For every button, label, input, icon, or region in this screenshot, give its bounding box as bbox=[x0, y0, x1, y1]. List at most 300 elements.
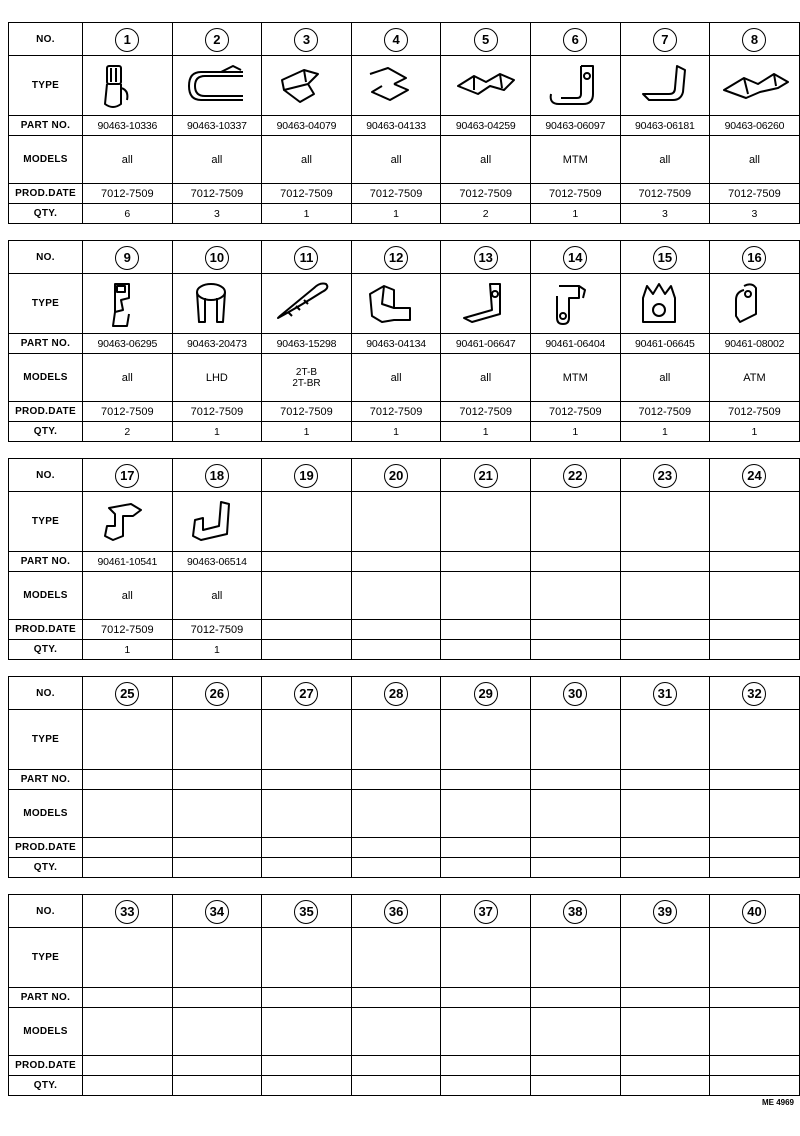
prod-date-value: 7012-7509 bbox=[710, 184, 800, 204]
qty-value bbox=[710, 1076, 800, 1096]
models-value bbox=[620, 1008, 710, 1056]
part-row bbox=[9, 116, 800, 136]
models-value: all bbox=[83, 136, 173, 184]
prod-date-value bbox=[620, 838, 710, 858]
qty-value bbox=[620, 1076, 710, 1096]
models-value bbox=[710, 790, 800, 838]
part-type-cell bbox=[441, 56, 531, 116]
item-number: 11 bbox=[294, 246, 318, 270]
prod-date-value: 7012-7509 bbox=[172, 184, 262, 204]
models-row bbox=[9, 136, 800, 184]
models-value: all bbox=[441, 354, 531, 402]
qty-value bbox=[172, 1076, 262, 1096]
prod-date-value: 7012-7509 bbox=[83, 620, 173, 640]
date-row-label: PROD.DATE bbox=[9, 620, 83, 640]
part-number bbox=[620, 552, 710, 572]
no-row-label: NO. bbox=[9, 677, 83, 710]
qty-row bbox=[9, 422, 800, 442]
part-number bbox=[83, 988, 173, 1008]
part-type-cell bbox=[530, 492, 620, 552]
models-value bbox=[710, 1008, 800, 1056]
prod-date-value: 7012-7509 bbox=[83, 184, 173, 204]
item-number: 10 bbox=[205, 246, 229, 270]
part-number bbox=[172, 770, 262, 790]
no-row-label: NO. bbox=[9, 241, 83, 274]
item-number-cell bbox=[441, 677, 531, 710]
prod-date-value bbox=[441, 620, 531, 640]
prod-date-value bbox=[351, 620, 441, 640]
part-number: 90463-06295 bbox=[83, 334, 173, 354]
qty-value: 1 bbox=[262, 204, 352, 224]
item-number: 20 bbox=[384, 464, 408, 488]
part-type-cell bbox=[262, 928, 352, 988]
prod-date-value bbox=[262, 620, 352, 640]
models-value: all bbox=[83, 572, 173, 620]
part-type-cell bbox=[441, 274, 531, 334]
part-row bbox=[9, 770, 800, 790]
part-type-cell bbox=[710, 56, 800, 116]
u-band-clip-icon bbox=[181, 60, 253, 112]
qty-value: 1 bbox=[83, 640, 173, 660]
parts-table bbox=[8, 458, 800, 660]
qty-value: 1 bbox=[620, 422, 710, 442]
bracket-clip-icon bbox=[539, 60, 611, 112]
item-number: 14 bbox=[563, 246, 587, 270]
item-number: 13 bbox=[474, 246, 498, 270]
part-number bbox=[620, 770, 710, 790]
models-value bbox=[530, 790, 620, 838]
qty-value bbox=[262, 858, 352, 878]
part-number bbox=[262, 552, 352, 572]
part-row bbox=[9, 988, 800, 1008]
qty-value: 1 bbox=[262, 422, 352, 442]
models-row bbox=[9, 354, 800, 402]
prod-date-value bbox=[172, 1056, 262, 1076]
item-number-cell bbox=[710, 241, 800, 274]
part-type-cell bbox=[530, 710, 620, 770]
parts-table bbox=[8, 894, 800, 1096]
qty-value bbox=[530, 858, 620, 878]
prod-date-value bbox=[262, 838, 352, 858]
qty-value bbox=[441, 1076, 531, 1096]
item-number: 31 bbox=[653, 682, 677, 706]
prod-date-value: 7012-7509 bbox=[620, 402, 710, 422]
eye-clip-icon bbox=[629, 278, 701, 330]
prod-date-value bbox=[351, 838, 441, 858]
item-number-cell bbox=[351, 895, 441, 928]
item-number-cell bbox=[83, 895, 173, 928]
models-value bbox=[351, 790, 441, 838]
models-value: all bbox=[620, 354, 710, 402]
qty-row-label: QTY. bbox=[9, 858, 83, 878]
footer-code: ME 4969 bbox=[761, 1098, 794, 1107]
part-type-cell bbox=[83, 492, 173, 552]
item-number-cell bbox=[620, 459, 710, 492]
models-value: all bbox=[710, 136, 800, 184]
qty-value: 1 bbox=[530, 204, 620, 224]
type-row-label: TYPE bbox=[9, 710, 83, 770]
item-number: 7 bbox=[653, 28, 677, 52]
prod-date-value: 7012-7509 bbox=[172, 402, 262, 422]
qty-value bbox=[530, 1076, 620, 1096]
part-row-label: PART NO. bbox=[9, 770, 83, 790]
part-type-cell bbox=[83, 710, 173, 770]
spring-clip-icon bbox=[360, 60, 432, 112]
no-row bbox=[9, 677, 800, 710]
models-value bbox=[441, 790, 531, 838]
type-row bbox=[9, 928, 800, 988]
item-number-cell bbox=[710, 895, 800, 928]
item-number-cell bbox=[620, 23, 710, 56]
part-type-cell bbox=[172, 710, 262, 770]
prod-date-value bbox=[710, 620, 800, 640]
item-number: 21 bbox=[474, 464, 498, 488]
date-row bbox=[9, 620, 800, 640]
no-row bbox=[9, 459, 800, 492]
models-line: 2T-B bbox=[295, 366, 318, 378]
prod-date-value bbox=[83, 1056, 173, 1076]
prod-date-value: 7012-7509 bbox=[83, 402, 173, 422]
part-row-label: PART NO. bbox=[9, 116, 83, 136]
part-number bbox=[441, 770, 531, 790]
item-number: 16 bbox=[742, 246, 766, 270]
date-row bbox=[9, 1056, 800, 1076]
part-type-cell bbox=[441, 928, 531, 988]
part-number: 90461-06404 bbox=[530, 334, 620, 354]
qty-value: 3 bbox=[710, 204, 800, 224]
models-value bbox=[351, 1008, 441, 1056]
no-row bbox=[9, 241, 800, 274]
item-number-cell bbox=[351, 23, 441, 56]
qty-value bbox=[262, 1076, 352, 1096]
item-number: 22 bbox=[563, 464, 587, 488]
part-number: 90463-06514 bbox=[172, 552, 262, 572]
item-number-cell bbox=[620, 895, 710, 928]
type-row-label: TYPE bbox=[9, 56, 83, 116]
models-row-label: MODELS bbox=[9, 572, 83, 620]
type-row bbox=[9, 492, 800, 552]
item-number: 5 bbox=[474, 28, 498, 52]
models-line: 2T-BR bbox=[292, 377, 321, 389]
part-type-cell bbox=[83, 56, 173, 116]
part-type-cell bbox=[172, 274, 262, 334]
part-type-cell bbox=[172, 492, 262, 552]
part-type-cell bbox=[620, 710, 710, 770]
qty-value bbox=[620, 858, 710, 878]
part-type-cell bbox=[351, 710, 441, 770]
qty-value: 1 bbox=[172, 422, 262, 442]
item-number-cell bbox=[441, 241, 531, 274]
qty-value bbox=[710, 640, 800, 660]
prod-date-value: 7012-7509 bbox=[351, 184, 441, 204]
models-value bbox=[530, 572, 620, 620]
date-row bbox=[9, 838, 800, 858]
j-clip-icon bbox=[91, 496, 163, 548]
item-number: 17 bbox=[115, 464, 139, 488]
part-type-cell bbox=[262, 710, 352, 770]
part-type-cell bbox=[351, 274, 441, 334]
qty-row-label: QTY. bbox=[9, 422, 83, 442]
prod-date-value: 7012-7509 bbox=[351, 402, 441, 422]
part-number bbox=[710, 770, 800, 790]
qty-value bbox=[441, 858, 531, 878]
part-type-cell bbox=[351, 928, 441, 988]
item-number-cell bbox=[83, 241, 173, 274]
prod-date-value bbox=[262, 1056, 352, 1076]
item-number-cell bbox=[351, 677, 441, 710]
part-number: 90463-10336 bbox=[83, 116, 173, 136]
item-number-cell bbox=[530, 23, 620, 56]
cable-tie-icon bbox=[270, 278, 342, 330]
models-row-label: MODELS bbox=[9, 136, 83, 184]
part-number bbox=[530, 552, 620, 572]
part-number bbox=[441, 552, 531, 572]
date-row bbox=[9, 184, 800, 204]
part-type-cell bbox=[710, 928, 800, 988]
part-type-cell bbox=[530, 928, 620, 988]
part-number: 90463-06260 bbox=[710, 116, 800, 136]
type-row-label: TYPE bbox=[9, 492, 83, 552]
part-number bbox=[620, 988, 710, 1008]
models-value bbox=[441, 572, 531, 620]
item-number: 38 bbox=[563, 900, 587, 924]
qty-row-label: QTY. bbox=[9, 640, 83, 660]
models-value bbox=[83, 1008, 173, 1056]
part-type-cell bbox=[262, 56, 352, 116]
type-row bbox=[9, 274, 800, 334]
qty-value: 1 bbox=[530, 422, 620, 442]
prod-date-value bbox=[351, 1056, 441, 1076]
qty-value: 1 bbox=[710, 422, 800, 442]
item-number-cell bbox=[530, 895, 620, 928]
models-value bbox=[710, 572, 800, 620]
part-type-cell bbox=[262, 274, 352, 334]
item-number-cell bbox=[172, 23, 262, 56]
part-number bbox=[530, 988, 620, 1008]
item-number: 28 bbox=[384, 682, 408, 706]
item-number: 40 bbox=[742, 900, 766, 924]
part-type-cell bbox=[441, 710, 531, 770]
qty-row-label: QTY. bbox=[9, 204, 83, 224]
part-number bbox=[83, 770, 173, 790]
item-number-cell bbox=[262, 459, 352, 492]
type-row-label: TYPE bbox=[9, 274, 83, 334]
item-number: 33 bbox=[115, 900, 139, 924]
bundle-clip-icon bbox=[91, 60, 163, 112]
part-type-cell bbox=[710, 710, 800, 770]
item-number: 24 bbox=[742, 464, 766, 488]
part-number bbox=[710, 552, 800, 572]
item-number: 37 bbox=[474, 900, 498, 924]
item-number-cell bbox=[441, 23, 531, 56]
double-clip-icon bbox=[718, 60, 790, 112]
part-type-cell bbox=[83, 928, 173, 988]
part-number: 90463-20473 bbox=[172, 334, 262, 354]
item-number-cell bbox=[172, 895, 262, 928]
item-number-cell bbox=[262, 23, 352, 56]
models-value: all bbox=[172, 572, 262, 620]
models-row bbox=[9, 1008, 800, 1056]
parts-table-block bbox=[8, 240, 799, 442]
part-row-label: PART NO. bbox=[9, 988, 83, 1008]
models-value bbox=[620, 572, 710, 620]
part-number: 90461-08002 bbox=[710, 334, 800, 354]
prod-date-value bbox=[530, 1056, 620, 1076]
loop-clip-icon bbox=[718, 278, 790, 330]
prod-date-value: 7012-7509 bbox=[620, 184, 710, 204]
date-row bbox=[9, 402, 800, 422]
part-type-cell bbox=[620, 492, 710, 552]
models-value: all bbox=[262, 136, 352, 184]
models-value bbox=[83, 790, 173, 838]
part-number: 90463-10337 bbox=[172, 116, 262, 136]
item-number-cell bbox=[620, 677, 710, 710]
part-number: 90463-06097 bbox=[530, 116, 620, 136]
item-number: 9 bbox=[115, 246, 139, 270]
no-row-label: NO. bbox=[9, 895, 83, 928]
prod-date-value bbox=[441, 1056, 531, 1076]
models-value: all bbox=[351, 136, 441, 184]
models-value bbox=[262, 572, 352, 620]
item-number-cell bbox=[83, 677, 173, 710]
models-value: MTM bbox=[530, 136, 620, 184]
item-number: 8 bbox=[742, 28, 766, 52]
item-number: 36 bbox=[384, 900, 408, 924]
part-type-cell bbox=[262, 492, 352, 552]
prod-date-value bbox=[710, 1056, 800, 1076]
models-value bbox=[441, 1008, 531, 1056]
qty-value: 1 bbox=[351, 204, 441, 224]
item-number: 39 bbox=[653, 900, 677, 924]
prod-date-value bbox=[83, 838, 173, 858]
part-number bbox=[710, 988, 800, 1008]
part-type-cell bbox=[620, 56, 710, 116]
date-row-label: PROD.DATE bbox=[9, 402, 83, 422]
part-type-cell bbox=[441, 492, 531, 552]
models-value: all bbox=[441, 136, 531, 184]
qty-value bbox=[83, 858, 173, 878]
part-number: 90463-06181 bbox=[620, 116, 710, 136]
wing-clip-icon bbox=[270, 60, 342, 112]
item-number-cell bbox=[441, 895, 531, 928]
part-row-label: PART NO. bbox=[9, 334, 83, 354]
item-number-cell bbox=[710, 23, 800, 56]
item-number-cell bbox=[710, 677, 800, 710]
models-value bbox=[262, 354, 352, 402]
type-row bbox=[9, 710, 800, 770]
no-row bbox=[9, 23, 800, 56]
part-type-cell bbox=[530, 274, 620, 334]
part-number bbox=[262, 770, 352, 790]
date-row-label: PROD.DATE bbox=[9, 838, 83, 858]
models-row bbox=[9, 790, 800, 838]
item-number-cell bbox=[172, 459, 262, 492]
flat-clip-icon bbox=[450, 60, 522, 112]
item-number: 19 bbox=[294, 464, 318, 488]
prod-date-value bbox=[530, 620, 620, 640]
part-type-cell bbox=[710, 274, 800, 334]
qty-value bbox=[262, 640, 352, 660]
part-type-cell bbox=[710, 492, 800, 552]
item-number: 18 bbox=[205, 464, 229, 488]
item-number-cell bbox=[172, 677, 262, 710]
part-number: 90463-04259 bbox=[441, 116, 531, 136]
parts-table-block bbox=[8, 22, 799, 224]
part-number bbox=[351, 552, 441, 572]
models-value: all bbox=[172, 136, 262, 184]
item-number: 27 bbox=[294, 682, 318, 706]
item-number: 15 bbox=[653, 246, 677, 270]
part-number bbox=[441, 988, 531, 1008]
models-row-label: MODELS bbox=[9, 354, 83, 402]
item-number-cell bbox=[83, 23, 173, 56]
item-number: 29 bbox=[474, 682, 498, 706]
qty-value bbox=[172, 858, 262, 878]
qty-value bbox=[351, 640, 441, 660]
part-type-cell bbox=[351, 492, 441, 552]
item-number-cell bbox=[530, 677, 620, 710]
prod-date-value bbox=[710, 838, 800, 858]
prod-date-value: 7012-7509 bbox=[530, 184, 620, 204]
part-number: 90461-06647 bbox=[441, 334, 531, 354]
prod-date-value: 7012-7509 bbox=[710, 402, 800, 422]
parts-table-block bbox=[8, 676, 799, 878]
no-row-label: NO. bbox=[9, 23, 83, 56]
models-row-label: MODELS bbox=[9, 1008, 83, 1056]
models-value: all bbox=[620, 136, 710, 184]
models-value bbox=[172, 1008, 262, 1056]
models-value: all bbox=[83, 354, 173, 402]
models-value: MTM bbox=[530, 354, 620, 402]
part-type-cell bbox=[620, 928, 710, 988]
prod-date-value: 7012-7509 bbox=[262, 184, 352, 204]
hook-clip-icon bbox=[91, 278, 163, 330]
type-row bbox=[9, 56, 800, 116]
qty-value bbox=[620, 640, 710, 660]
qty-value: 3 bbox=[620, 204, 710, 224]
item-number-cell bbox=[620, 241, 710, 274]
models-value: ATM bbox=[710, 354, 800, 402]
qty-value: 1 bbox=[441, 422, 531, 442]
models-value bbox=[351, 572, 441, 620]
prod-date-value: 7012-7509 bbox=[441, 184, 531, 204]
models-value bbox=[262, 790, 352, 838]
part-type-cell bbox=[172, 56, 262, 116]
part-type-cell bbox=[351, 56, 441, 116]
item-number-cell bbox=[262, 677, 352, 710]
prod-date-value: 7012-7509 bbox=[172, 620, 262, 640]
part-number bbox=[262, 988, 352, 1008]
qty-value: 1 bbox=[351, 422, 441, 442]
prod-date-value: 7012-7509 bbox=[441, 402, 531, 422]
part-number: 90463-04133 bbox=[351, 116, 441, 136]
item-number: 12 bbox=[384, 246, 408, 270]
item-number-cell bbox=[530, 459, 620, 492]
qty-value: 2 bbox=[83, 422, 173, 442]
item-number-cell bbox=[441, 459, 531, 492]
parts-table bbox=[8, 676, 800, 878]
prod-date-value bbox=[620, 620, 710, 640]
models-row-label: MODELS bbox=[9, 790, 83, 838]
prod-date-value: 7012-7509 bbox=[530, 402, 620, 422]
item-number-cell bbox=[262, 241, 352, 274]
qty-value: 2 bbox=[441, 204, 531, 224]
qty-row bbox=[9, 858, 800, 878]
l-clip-icon bbox=[629, 60, 701, 112]
u-clip-icon bbox=[181, 496, 253, 548]
tab-clip-icon bbox=[539, 278, 611, 330]
item-number-cell bbox=[83, 459, 173, 492]
